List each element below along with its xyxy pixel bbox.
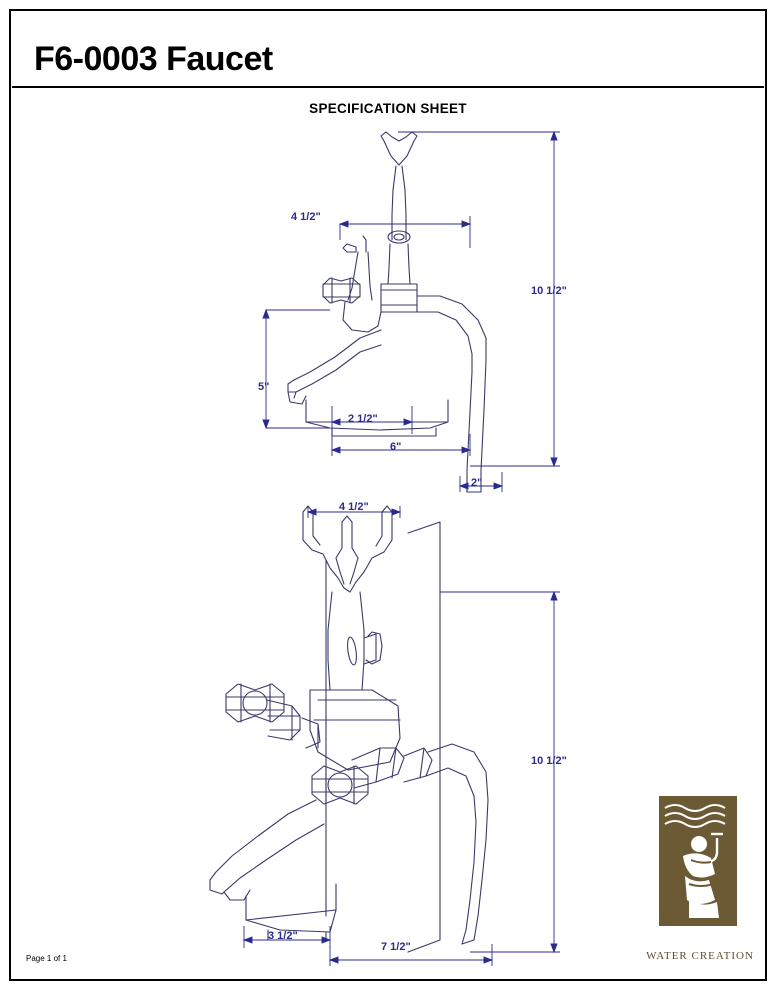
page-footer: Page 1 of 1 [26, 954, 67, 963]
dimension-label-5-left: 5" [258, 381, 270, 393]
document-subtitle: SPECIFICATION SHEET [309, 101, 467, 116]
dimension-label-7-5: 7 1/2" [381, 941, 411, 953]
dimension-label-10-5-right: 10 1/2" [531, 285, 567, 297]
dimension-label-3-5: 3 1/2" [268, 930, 298, 942]
dimension-label-10-5-perspective: 10 1/2" [531, 755, 567, 767]
page-border [9, 9, 767, 981]
dimension-label-4-5-top: 4 1/2" [291, 211, 321, 223]
page-title: F6-0003 Faucet [34, 40, 273, 78]
brand-name: WATER CREATION [646, 950, 754, 962]
title-divider [12, 86, 764, 88]
dimension-label-2: 2" [471, 477, 483, 489]
dimension-label-6: 6" [390, 441, 402, 453]
dimension-label-2-5: 2 1/2" [348, 413, 378, 425]
water-creation-logo-icon [659, 796, 737, 926]
dimension-label-4-5-perspective: 4 1/2" [339, 501, 369, 513]
